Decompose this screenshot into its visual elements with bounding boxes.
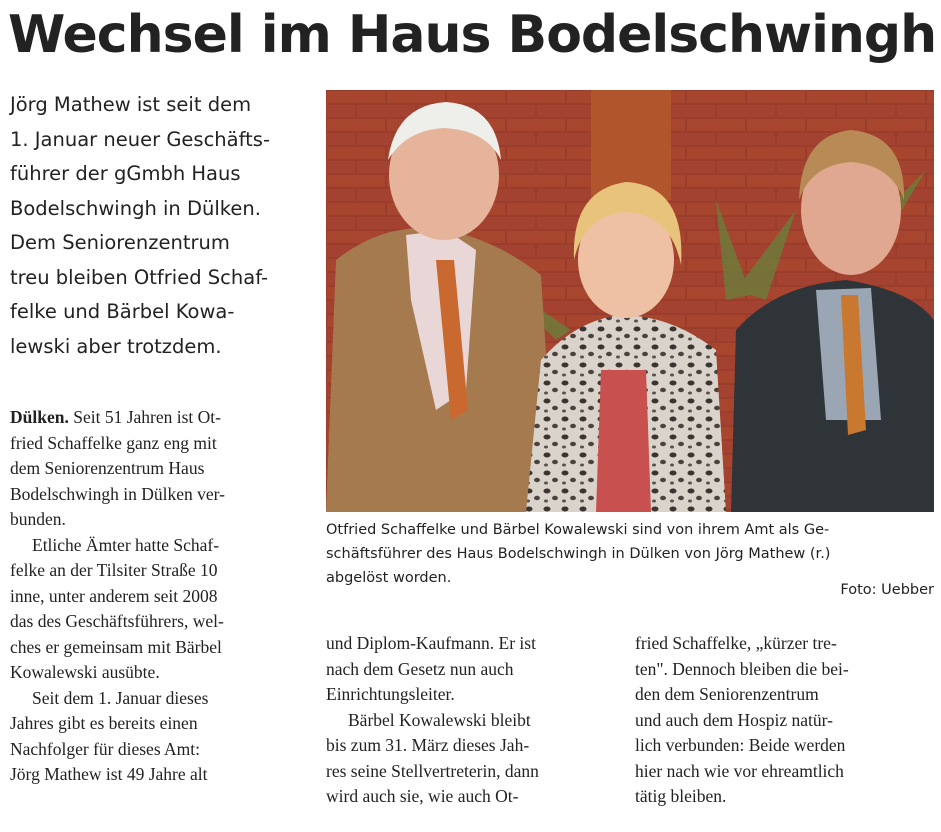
body-line: tätig bleiben. (635, 786, 727, 806)
body-line: und Diplom-Kaufmann. Er ist (326, 633, 536, 653)
body-line (10, 405, 310, 431)
lead-line: führer der gGmbh Haus (10, 162, 241, 185)
body-line: lich verbunden: Beide werden (635, 735, 846, 755)
lead-line: treu bleiben Otfried Schaf- (10, 265, 269, 289)
body-line: Kowalewski ausübte. (10, 662, 160, 682)
body-line: hier nach wie vor ehreamtlich (635, 760, 844, 781)
body-line: ten". Dennoch bleiben die bei- (635, 658, 849, 679)
body-line: Nachfolger für dieses Amt: (10, 738, 201, 759)
photo-illustration (326, 90, 934, 512)
body-line: Jahres gibt es bereits einen (10, 713, 198, 733)
body-line: felke an der Tilsiter Straße 10 (10, 560, 218, 580)
body-line: wird auch sie, wie auch Ot- (326, 786, 519, 806)
lead-line: Bodelschwingh in Dülken. (10, 196, 261, 220)
caption-line: schäftsführer des Haus Bodelschwingh in Dülken von Jörg Mathew (r.) (326, 546, 831, 562)
body-line: Jörg Mathew ist 49 Jahre alt (10, 764, 208, 784)
body-line: bunden. (10, 509, 66, 529)
caption-line: abgelöst worden. (326, 570, 452, 586)
body-line: Seit dem 1. Januar dieses (32, 687, 209, 708)
body-line: inne, unter anderem seit 2008 (10, 585, 218, 606)
body-line: fried Schaffelke, „kürzer tre- (635, 633, 837, 653)
article-column-1 (10, 405, 310, 788)
body-line: nach dem Gesetz nun auch (326, 658, 514, 679)
lead-line: Jörg Mathew ist seit dem (10, 93, 252, 116)
body-line: das des Geschäftsführers, wel- (10, 611, 224, 631)
article-column-3 (635, 631, 935, 810)
body-line: bis zum 31. März dieses Jah- (326, 735, 530, 755)
body-text: Seit 51 Jahren ist Ot- (68, 407, 221, 427)
article-column-2 (326, 631, 626, 810)
caption-line: Otfried Schaffelke und Bärbel Kowalewski sind von ihrem Amt als Ge- (326, 522, 830, 538)
lead-paragraph (10, 88, 310, 364)
body-line: den dem Seniorenzentrum (635, 684, 819, 704)
headline: Wechsel im Haus Bodelschwingh (8, 5, 937, 65)
body-line: Bodelschwingh in Dülken ver- (10, 483, 225, 504)
body-line: ches er gemeinsam mit Bärbel (10, 636, 222, 657)
photo-credit: Foto: Uebber (840, 582, 934, 598)
lead-line: Dem Seniorenzentrum (10, 231, 230, 254)
body-line: dem Seniorenzentrum Haus (10, 458, 205, 478)
lead-line: felke und Bärbel Kowa- (10, 300, 235, 323)
body-line: res seine Stellvertreterin, dann (326, 760, 539, 781)
body-line: Etliche Ämter hatte Schaf- (32, 534, 220, 555)
body-line: Einrichtungsleiter. (326, 684, 455, 704)
body-line: und auch dem Hospiz natür- (635, 709, 833, 730)
body-line: Bärbel Kowalewski bleibt (348, 709, 531, 730)
dateline: Dülken. (10, 407, 69, 427)
lead-line: lewski aber trotzdem. (10, 334, 222, 358)
body-line: fried Schaffelke ganz eng mit (10, 432, 217, 453)
lead-line: 1. Januar neuer Geschäfts- (10, 127, 270, 151)
article-photo (326, 90, 934, 512)
